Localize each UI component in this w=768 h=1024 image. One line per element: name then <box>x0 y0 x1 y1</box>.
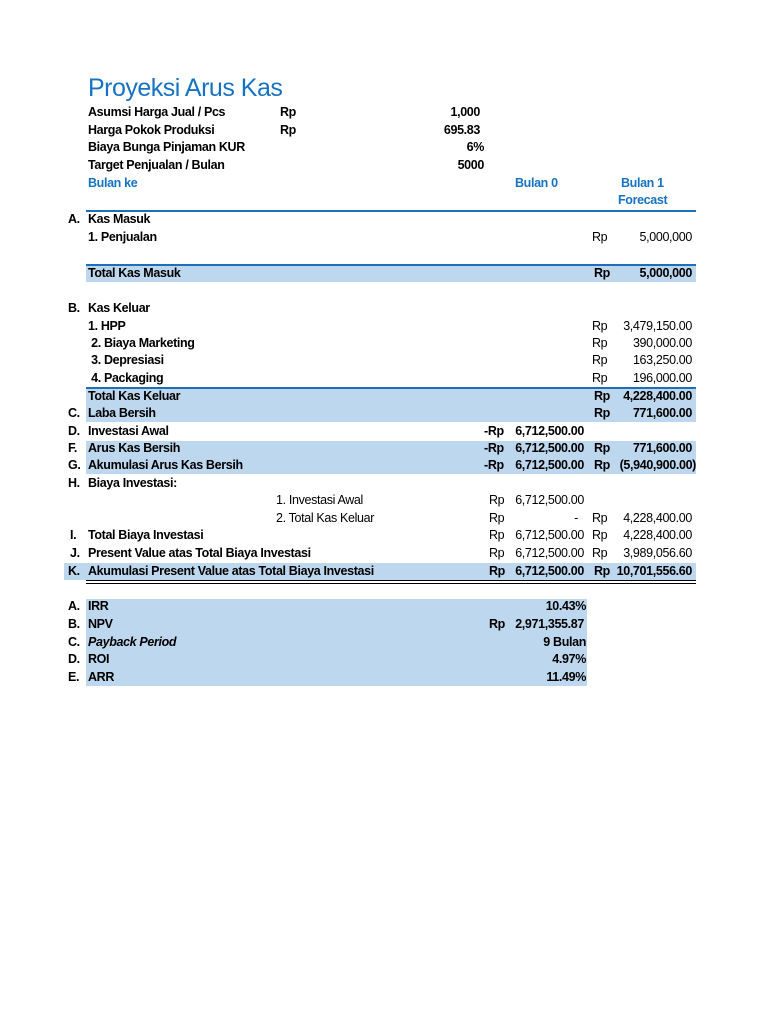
summary-value: 2,971,355.87 <box>515 617 584 631</box>
total-value: 5,000,000 <box>639 266 692 280</box>
row-currency: Rp <box>592 319 608 333</box>
row-label: Akumulasi Arus Kas Bersih <box>88 458 243 472</box>
summary-label: Payback Period <box>88 635 177 649</box>
row-currency: Rp <box>592 336 608 350</box>
row-currency: -Rp <box>484 424 504 438</box>
summary-label: NPV <box>88 617 113 631</box>
assumption-label: Asumsi Harga Jual / Pcs <box>88 105 226 119</box>
row-letter: C. <box>68 406 80 420</box>
row-value: 4,228,400.00 <box>623 511 692 525</box>
assumption-currency: Rp <box>280 105 296 119</box>
section-letter: B. <box>68 301 80 315</box>
row-currency: Rp <box>489 493 505 507</box>
summary-currency: Rp <box>489 617 505 631</box>
assumption-value: 5000 <box>457 158 484 172</box>
row-currency: -Rp <box>484 441 504 455</box>
row-label: Arus Kas Bersih <box>88 441 181 455</box>
double-rule <box>86 580 696 584</box>
page-title: Proyeksi Arus Kas <box>88 74 283 102</box>
row-value: - <box>574 511 578 525</box>
row-label: 1. HPP <box>88 319 126 333</box>
total-currency: Rp <box>594 389 610 403</box>
row-label: Investasi Awal <box>88 424 169 438</box>
row-currency: Rp <box>594 441 610 455</box>
header-bulan-0: Bulan 0 <box>515 176 558 190</box>
row-letter: H. <box>68 476 80 490</box>
row-value: 10,701,556.60 <box>616 564 692 578</box>
row-currency: Rp <box>489 528 505 542</box>
assumption-value: 695.83 <box>443 123 480 137</box>
row-letter: I. <box>70 528 77 542</box>
row-label: Total Biaya Investasi <box>88 528 204 542</box>
row-value: 196,000.00 <box>632 371 692 385</box>
row-currency: Rp <box>489 564 505 578</box>
summary-label: IRR <box>88 599 109 613</box>
header-forecast: Forecast <box>618 193 668 207</box>
row-value: 6,712,500.00 <box>515 546 584 560</box>
header-rule <box>86 210 696 212</box>
row-value: 6,712,500.00 <box>515 493 584 507</box>
assumption-currency: Rp <box>280 123 296 137</box>
row-value: 163,250.00 <box>632 353 692 367</box>
row-value: 3,989,056.60 <box>623 546 692 560</box>
row-value: 4,228,400.00 <box>623 528 692 542</box>
row-value: (5,940,900.00) <box>619 458 696 472</box>
summary-label: ROI <box>88 652 110 666</box>
assumption-label: Biaya Bunga Pinjaman KUR <box>88 140 245 154</box>
row-label: 1. Penjualan <box>88 230 157 244</box>
row-value: 5,000,000 <box>639 230 692 244</box>
row-letter: J. <box>70 546 80 560</box>
summary-letter: D. <box>68 652 80 666</box>
summary-letter: A. <box>68 599 80 613</box>
row-letter: F. <box>68 441 78 455</box>
row-value: 6,712,500.00 <box>515 441 584 455</box>
row-label: 1. Investasi Awal <box>276 493 363 507</box>
assumption-label: Target Penjualan / Bulan <box>88 158 225 172</box>
row-letter: D. <box>68 424 80 438</box>
row-label: 3. Depresiasi <box>88 353 164 367</box>
row-letter: K. <box>68 564 80 578</box>
section-label: Kas Keluar <box>88 301 150 315</box>
section-label: Kas Masuk <box>88 212 151 226</box>
row-value: 6,712,500.00 <box>515 458 584 472</box>
row-label: Biaya Investasi: <box>88 476 177 490</box>
summary-label: ARR <box>88 670 115 684</box>
row-value: 3,479,150.00 <box>623 319 692 333</box>
row-currency: Rp <box>594 406 610 420</box>
row-value: 771,600.00 <box>632 441 692 455</box>
total-value: 4,228,400.00 <box>623 389 692 403</box>
row-label: Akumulasi Present Value atas Total Biaya Investasi <box>88 564 374 578</box>
row-currency: Rp <box>592 371 608 385</box>
row-letter: G. <box>68 458 81 472</box>
assumption-value: 1,000 <box>450 105 480 119</box>
header-bulan-1: Bulan 1 <box>621 176 664 190</box>
summary-value: 9 Bulan <box>543 635 586 649</box>
summary-letter: E. <box>68 670 80 684</box>
row-value: 390,000.00 <box>632 336 692 350</box>
row-value: 6,712,500.00 <box>515 564 584 578</box>
row-label: 4. Packaging <box>88 371 164 385</box>
row-currency: Rp <box>592 511 608 525</box>
row-currency: Rp <box>592 546 608 560</box>
row-value: 6,712,500.00 <box>515 424 584 438</box>
total-label: Total Kas Masuk <box>88 266 181 280</box>
row-value: 6,712,500.00 <box>515 528 584 542</box>
row-currency: Rp <box>594 564 610 578</box>
summary-value: 11.49% <box>546 670 586 684</box>
summary-letter: C. <box>68 635 80 649</box>
row-label: Present Value atas Total Biaya Investasi <box>88 546 311 560</box>
row-currency: -Rp <box>484 458 504 472</box>
row-currency: Rp <box>489 546 505 560</box>
section-letter: A. <box>68 212 80 226</box>
row-currency: Rp <box>592 528 608 542</box>
total-currency: Rp <box>594 266 610 280</box>
row-label: Laba Bersih <box>88 406 156 420</box>
row-currency: Rp <box>592 353 608 367</box>
row-label: 2. Biaya Marketing <box>88 336 195 350</box>
row-currency: Rp <box>592 230 608 244</box>
row-currency: Rp <box>594 458 610 472</box>
summary-value: 4.97% <box>552 652 586 666</box>
row-value: 771,600.00 <box>632 406 692 420</box>
summary-letter: B. <box>68 617 80 631</box>
row-currency: Rp <box>489 511 505 525</box>
assumption-label: Harga Pokok Produksi <box>88 123 215 137</box>
header-bulan-ke: Bulan ke <box>88 176 138 190</box>
summary-value: 10.43% <box>545 599 586 613</box>
total-label: Total Kas Keluar <box>88 389 181 403</box>
row-label: 2. Total Kas Keluar <box>276 511 375 525</box>
assumption-value: 6% <box>466 140 484 154</box>
